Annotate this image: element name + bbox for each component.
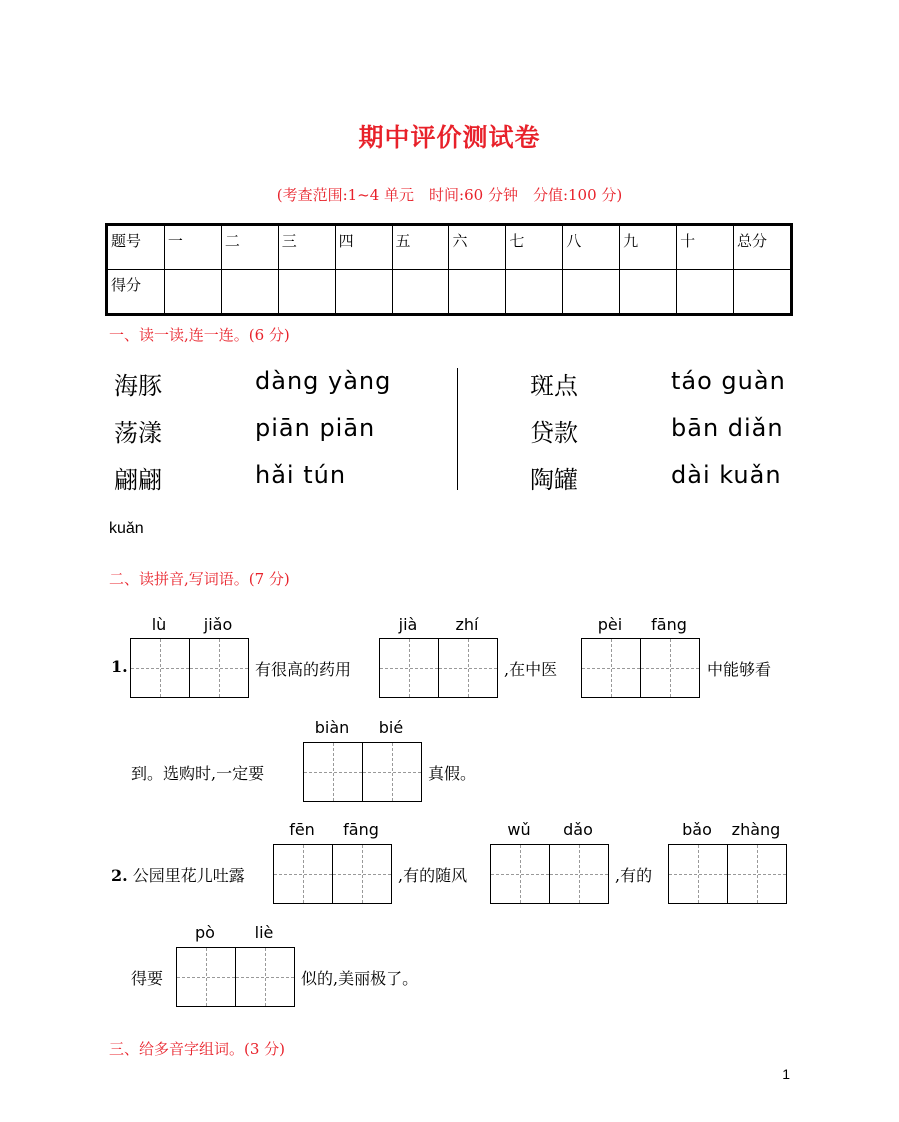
table-cell: 四 — [335, 225, 392, 270]
pinyin-label: bǎo — [682, 820, 712, 839]
table-cell: 六 — [449, 225, 506, 270]
table-cell: 总分 — [733, 225, 791, 270]
score-input-cell[interactable] — [449, 270, 506, 315]
page-number: 1 — [782, 1066, 790, 1082]
question-text — [111, 863, 245, 886]
page-title: 期中评价测试卷 — [358, 123, 541, 152]
table-cell: 五 — [392, 225, 449, 270]
word-right-2: 贷款 — [530, 419, 578, 447]
word-left-3: 翩翩 — [114, 466, 162, 494]
table-cell: 二 — [221, 225, 278, 270]
pinyin-right-3: dài kuǎn — [671, 461, 782, 489]
word-right-1: 斑点 — [530, 372, 578, 400]
pinyin-label: zhí — [455, 615, 479, 634]
word-left-2: 荡漾 — [114, 419, 162, 447]
pinyin-label: liè — [254, 923, 274, 942]
table-cell: 七 — [506, 225, 563, 270]
table-cell: 得分 — [107, 270, 165, 315]
pinyin-right-1: táo guàn — [671, 367, 786, 395]
sentence-text: 得要 — [131, 969, 164, 988]
score-input-cell[interactable] — [563, 270, 620, 315]
sentence-text: 公园里花儿吐露 — [132, 866, 245, 885]
score-input-cell[interactable] — [677, 270, 734, 315]
sentence-text: 似的,美丽极了。 — [301, 969, 419, 988]
question-number: 2. — [111, 866, 128, 885]
section-2-heading: 二、读拼音,写词语。(7 分) — [109, 570, 290, 588]
score-input-cell[interactable] — [221, 270, 278, 315]
score-input-cell[interactable] — [733, 270, 791, 315]
table-header-row — [107, 225, 792, 270]
score-input-cell[interactable] — [392, 270, 449, 315]
sentence-text: 有很高的药用 — [255, 660, 352, 679]
table-cell: 九 — [620, 225, 677, 270]
writing-grid[interactable] — [130, 638, 249, 698]
score-input-cell[interactable] — [506, 270, 563, 315]
column-divider — [457, 368, 458, 490]
pinyin-label: pò — [195, 923, 215, 942]
pinyin-label: lù — [151, 615, 167, 634]
pinyin-label: pèi — [597, 615, 623, 634]
pinyin-label: fāng — [651, 615, 687, 634]
pinyin-label: biàn — [314, 718, 350, 737]
writing-grid[interactable] — [490, 844, 609, 904]
pinyin-left-3: hǎi tún — [255, 461, 347, 489]
pinyin-label: wǔ — [507, 820, 531, 839]
pinyin-right-2: bān diǎn — [671, 414, 784, 442]
table-cell: 一 — [164, 225, 221, 270]
table-cell: 三 — [278, 225, 335, 270]
writing-grid[interactable] — [581, 638, 700, 698]
table-cell: 题号 — [107, 225, 165, 270]
writing-grid[interactable] — [379, 638, 498, 698]
sentence-text: ,有的 — [615, 866, 653, 885]
writing-grid[interactable] — [303, 742, 422, 802]
writing-grid[interactable] — [273, 844, 392, 904]
pinyin-label: zhàng — [731, 820, 781, 839]
section-1-heading: 一、读一读,连一连。(6 分) — [109, 326, 290, 344]
pinyin-label: fāng — [343, 820, 379, 839]
writing-grid[interactable] — [176, 947, 295, 1007]
score-table — [105, 223, 793, 316]
exam-info: (考查范围:1~4 单元 时间:60 分钟 分值:100 分) — [276, 186, 623, 204]
pinyin-label: fēn — [289, 820, 315, 839]
score-input-cell[interactable] — [164, 270, 221, 315]
score-input-cell[interactable] — [335, 270, 392, 315]
pinyin-label: jiǎo — [203, 615, 233, 634]
table-cell: 十 — [677, 225, 734, 270]
writing-grid[interactable] — [668, 844, 787, 904]
sentence-text: 中能够看 — [707, 660, 772, 679]
stray-pinyin: kuǎn — [109, 520, 144, 537]
score-input-cell[interactable] — [620, 270, 677, 315]
score-input-cell[interactable] — [278, 270, 335, 315]
word-left-1: 海豚 — [114, 372, 162, 400]
pinyin-label: jià — [398, 615, 418, 634]
section-3-heading: 三、给多音字组词。(3 分) — [109, 1040, 286, 1058]
pinyin-left-2: piān piān — [255, 414, 376, 442]
pinyin-label: dǎo — [563, 820, 593, 839]
word-right-3: 陶罐 — [530, 466, 578, 494]
sentence-text: ,在中医 — [504, 660, 558, 679]
pinyin-label: bié — [378, 718, 404, 737]
pinyin-left-1: dàng yàng — [255, 367, 392, 395]
question-number: 1. — [111, 657, 128, 676]
sentence-text: ,有的随风 — [398, 866, 468, 885]
table-score-row — [107, 270, 792, 315]
sentence-text: 到。选购时,一定要 — [131, 764, 265, 783]
sentence-text: 真假。 — [428, 764, 477, 783]
table-cell: 八 — [563, 225, 620, 270]
